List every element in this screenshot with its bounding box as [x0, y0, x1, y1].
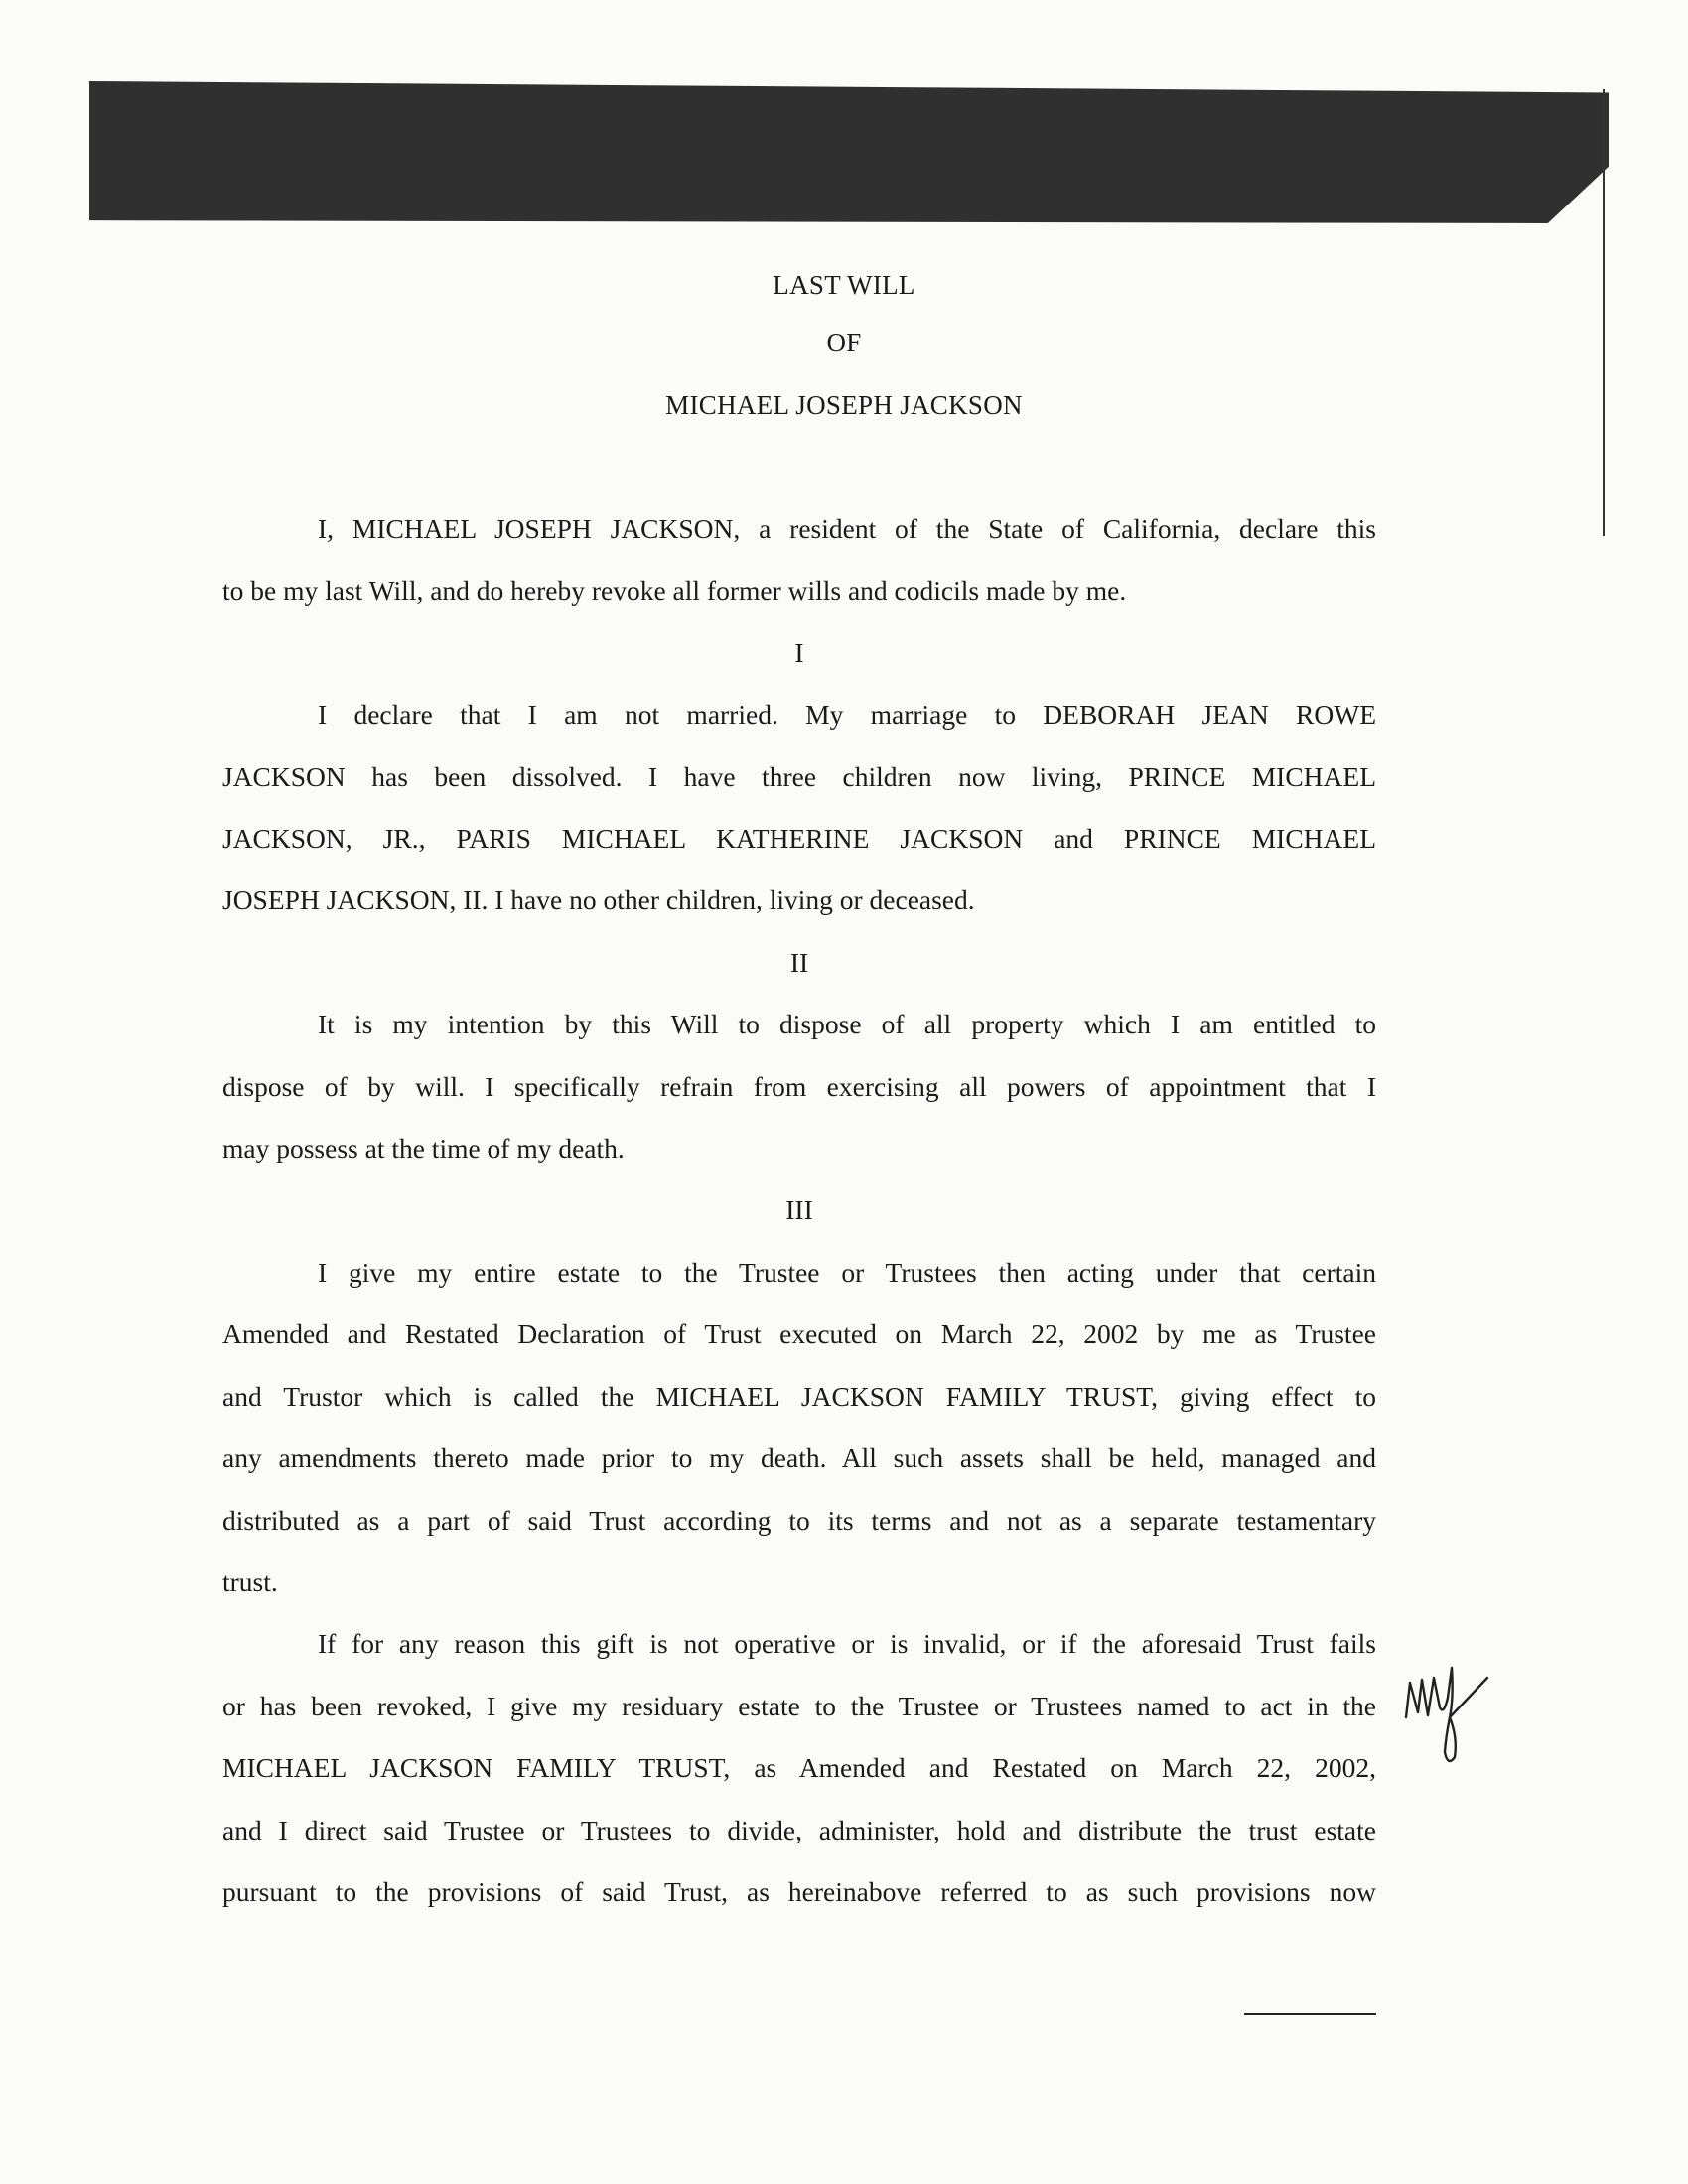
paragraph-line: MICHAEL JACKSON FAMILY TRUST, as Amended and Restated on March 22, 2002,	[222, 1752, 1376, 1784]
paragraph-line: trust.	[222, 1566, 278, 1597]
article-heading: I	[794, 636, 804, 668]
paragraph-line: distributed as a part of said Trust according to its terms and not as a separate testamentary	[222, 1504, 1376, 1536]
paragraph-line: JACKSON has been dissolved. I have three children now living, PRINCE MICHAEL	[222, 760, 1376, 792]
will-body	[222, 498, 1376, 1923]
paragraph-line: I give my entire estate to the Trustee or Trustees then acting under that certain	[318, 1256, 1376, 1288]
paragraph-line: to be my last Will, and do hereby revoke all former wills and codicils made by me.	[222, 575, 1127, 607]
paragraph-line: any amendments thereto made prior to my death. All such assets shall be held, managed and	[222, 1442, 1376, 1474]
scan-dark-band	[89, 81, 1609, 223]
paragraph-line: I, MICHAEL JOSEPH JACKSON, a resident of the State of California, declare this	[318, 513, 1376, 544]
paragraph-line: may possess at the time of my death.	[222, 1133, 625, 1164]
paragraph-line: If for any reason this gift is not operative or is invalid, or if the aforesaid Trust fails	[318, 1628, 1376, 1660]
article-heading: II	[789, 946, 809, 978]
paragraph-line: Amended and Restated Declaration of Trust executed on March 22, 2002 by me as Trustee	[222, 1318, 1376, 1350]
paragraph-line: or has been revoked, I give my residuary estate to the Trustee or Trustees named to act in the	[222, 1690, 1376, 1721]
scan-page-edge	[1603, 89, 1605, 536]
title-line-3: MICHAEL JOSEPH JACKSON	[665, 390, 1023, 420]
paragraph-line: I declare that I am not married. My marriage to DEBORAH JEAN ROWE	[318, 699, 1376, 731]
article-heading: III	[785, 1194, 813, 1226]
title-line-2: OF	[826, 328, 862, 357]
footer-rule	[1244, 2013, 1376, 2015]
paragraph-line: JACKSON, JR., PARIS MICHAEL KATHERINE JACKSON and PRINCE MICHAEL	[222, 823, 1376, 855]
paragraph-line: dispose of by will. I specifically refrain from exercising all powers of appointment that I	[222, 1070, 1376, 1102]
paragraph-line: pursuant to the provisions of said Trust, as hereinabove referred to as such provisions now	[222, 1875, 1376, 1907]
paragraph-line: and I direct said Trustee or Trustees to divide, administer, hold and distribute the trust estate	[222, 1814, 1376, 1845]
paragraph-line: JOSEPH JACKSON, II. I have no other children, living or deceased.	[222, 885, 975, 916]
paragraph-line: It is my intention by this Will to dispose of all property which I am entitled to	[318, 1009, 1376, 1040]
paragraph-line: and Trustor which is called the MICHAEL JACKSON FAMILY TRUST, giving effect to	[222, 1380, 1376, 1412]
title-line-1: LAST WILL	[773, 270, 915, 300]
handwritten-initials	[1400, 1658, 1494, 1767]
